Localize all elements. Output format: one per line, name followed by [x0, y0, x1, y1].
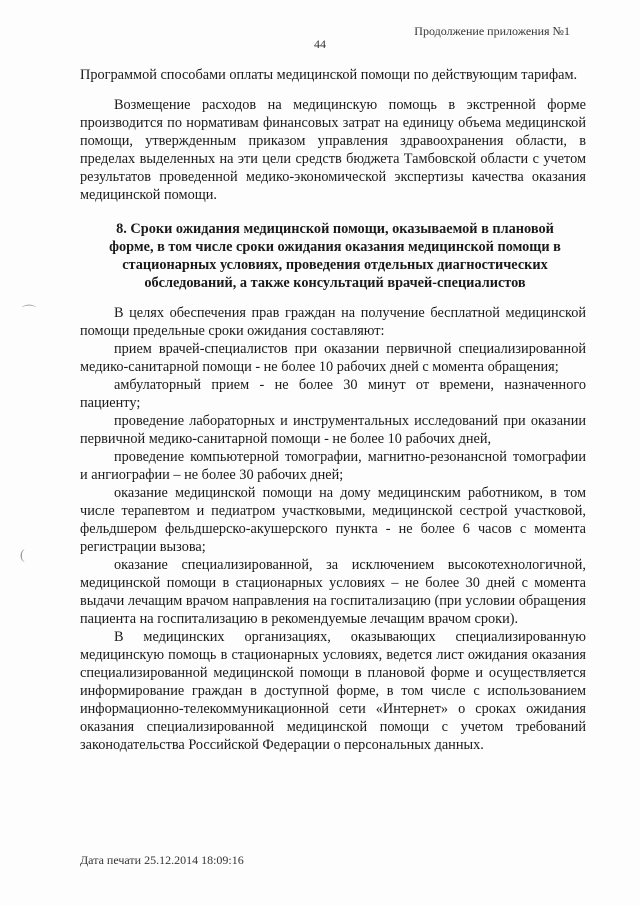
paragraph-2 [80, 96, 586, 204]
list-item: амбулаторный прием - не более 30 минут от времени, назначенного пациенту; [80, 377, 586, 411]
hole-punch-mark-icon: ( [20, 548, 25, 563]
list-item: проведение лабораторных и инструментальных исследований при оказании первичной медико-санитарной помощи - не более 10 рабочих дней, [80, 413, 586, 447]
section-body [80, 304, 586, 754]
hole-punch-mark-icon: ⌒ [22, 306, 36, 321]
paragraph-text: Программой способами оплаты медицинской помощи по действующим тарифам. [80, 67, 578, 83]
list-item: прием врачей-специалистов при оказании первичной специализированной медико-санитарной помощи - не более 10 рабочих дней с момента обращения; [80, 341, 586, 375]
section-heading: 8. Сроки ожидания медицинской помощи, оказываемой в плановой форме, в том числе сроки ожидания оказания медицинской помощи в стационарных условиях, проведения отдельных диагностических обследований, а также консультаций врачей-специалистов [109, 221, 561, 291]
list-item: оказание медицинской помощи на дому медицинским работником, в том числе терапевтом и педиатром участковыми, медицинской сестрой участковой, фельдшером фельдшерско-акушерского пункта - не более 6 часов с момента регистрации вызова; [80, 485, 586, 555]
paragraph-1 [80, 66, 586, 84]
paragraph-text: Возмещение расходов на медицинскую помощь в экстренной форме производится по нормативам финансовых затрат на единицу объема медицинской помощи, утвержденным приказом управления здравоохранения области, в пределах выделенных на эти цели средств бюджета Тамбовской области с учетом результатов проведенной медико-экономической экспертизы качества оказания медицинской помощи. [80, 97, 586, 203]
closing-paragraph: В медицинских организациях, оказывающих специализированную медицинскую помощь в стационарных условиях, ведется лист ожидания оказания специализированной медицинской помощи в плановой форме и осуществляется информирование граждан в доступной форме, в том числе с использованием информационно-телекоммуникационной сети «Интернет» о сроках ожидания оказания специализированной медицинской помощи с учетом требований законодательства Российской Федерации о персональных данных. [80, 629, 586, 753]
section-intro: В целях обеспечения прав граждан на получение бесплатной медицинской помощи предельные сроки ожидания составляют: [80, 305, 586, 339]
list-item: оказание специализированной, за исключением высокотехнологичной, медицинской помощи в стационарных условиях – не более 30 дней с момента выдачи лечащим врачом направления на госпитализацию (при условии обращения пациента на госпитализацию в рекомендуемые лечащим врачом сроки). [80, 557, 586, 627]
print-date: Дата печати 25.12.2014 18:09:16 [80, 853, 244, 867]
page-number: 44 [314, 37, 326, 51]
list-item: проведение компьютерной томографии, магнитно-резонансной томографии и ангиографии – не более 30 рабочих дней; [80, 449, 586, 483]
appendix-header: Продолжение приложения №1 [414, 24, 570, 38]
